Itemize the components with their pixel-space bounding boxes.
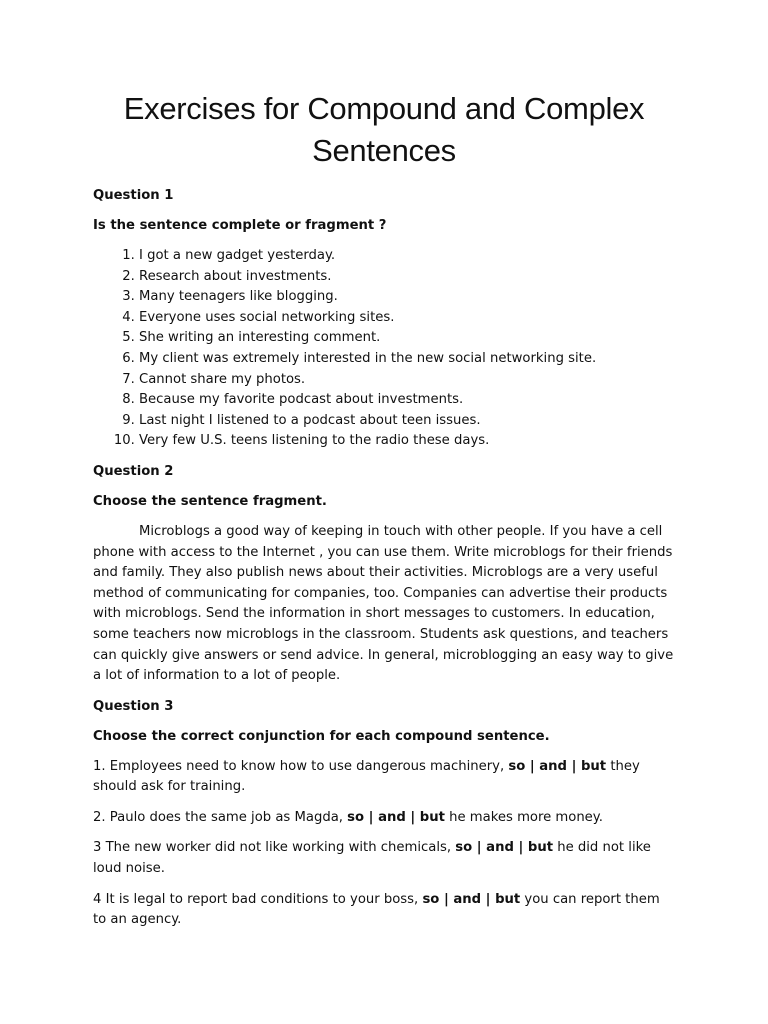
list-item: 1. I got a new gadget yesterday. xyxy=(139,246,675,267)
conjunction-item-text: 3 The new worker did not like working with chemicals, xyxy=(93,840,456,856)
question-2-section xyxy=(93,462,675,687)
conjunction-item-text: 1. Employees need to know how to use dangerous machinery, xyxy=(93,758,509,774)
list-item: 2. Research about investments. xyxy=(139,267,675,288)
conjunction-options: so | and | but xyxy=(455,840,554,856)
question-3-section xyxy=(93,697,675,931)
list-item: 7. Cannot share my photos. xyxy=(139,370,675,391)
conjunction-options: so | and | but xyxy=(422,891,521,907)
question-1-heading: Question 1 xyxy=(93,188,174,203)
question-1-list xyxy=(93,246,675,452)
conjunction-item xyxy=(93,838,675,879)
list-item: 9. Last night I listened to a podcast about teen issues. xyxy=(139,411,675,432)
list-item: 6. My client was extremely interested in the new social networking site. xyxy=(139,349,675,370)
conjunction-item-text: 4 It is legal to report bad conditions to your boss, xyxy=(93,891,423,907)
page-title: Exercises for Compound and Complex Sentences xyxy=(123,91,645,168)
conjunction-item xyxy=(93,757,675,798)
list-item: 8. Because my favorite podcast about investments. xyxy=(139,390,675,411)
conjunction-item xyxy=(93,808,675,829)
conjunction-options: so | and | but xyxy=(347,809,445,825)
conjunction-item-text: you can report them to an agency. xyxy=(93,891,660,928)
conjunction-item-text: he makes more money. xyxy=(444,809,603,825)
question-2-heading: Question 2 xyxy=(93,463,174,479)
question-1-prompt: Is the sentence complete or fragment ? xyxy=(93,218,387,233)
question-2-paragraph: Microblogs a good way of keeping in touch with other people. If you have a cell phone with access to the Internet , you can use them. Write microblogs for their friends and family. They also publish news about their activities. Microblogs are a very useful method of communicating for companies, too. Companies can advertise their products with microblogs. Send the information in short messages to customers. In education, some teachers now microblogs in the classroom. Students ask questions, and teachers can quickly give answers or send advice. In general, microblogging an easy way to give a lot of information to a lot of people. xyxy=(93,523,674,684)
question-1-section xyxy=(93,186,675,452)
conjunction-item-text: 2. Paulo does the same job as Magda, xyxy=(93,809,348,825)
list-item: 3. Many teenagers like blogging. xyxy=(139,287,675,308)
conjunction-options: so | and | but xyxy=(508,758,607,774)
list-item: 10. Very few U.S. teens listening to the radio these days. xyxy=(139,431,675,452)
conjunction-item xyxy=(93,890,675,931)
list-item: 4. Everyone uses social networking sites. xyxy=(139,308,675,329)
conjunction-item-text: they should ask for training. xyxy=(93,758,640,795)
conjunction-item-text: he did not like loud noise. xyxy=(93,840,651,877)
question-3-heading: Question 3 xyxy=(93,698,174,714)
question-3-prompt: Choose the correct conjunction for each compound sentence. xyxy=(93,728,550,744)
question-2-prompt: Choose the sentence fragment. xyxy=(93,493,327,509)
list-item: 5. She writing an interesting comment. xyxy=(139,328,675,349)
